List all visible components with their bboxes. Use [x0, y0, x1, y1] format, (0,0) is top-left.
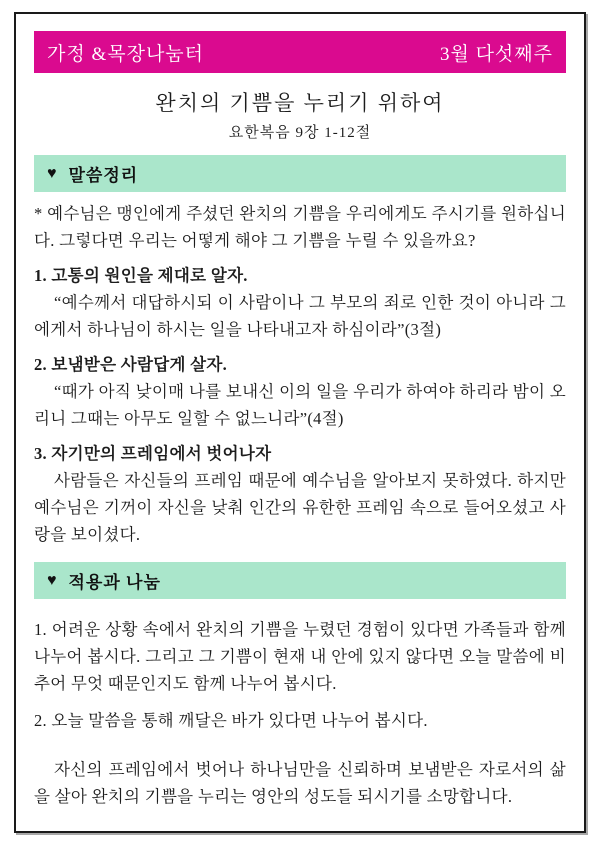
header-bar	[34, 31, 566, 73]
heart-icon: ♥	[47, 571, 58, 589]
point-body: “때가 아직 낮이매 나를 보내신 이의 일을 우리가 하여야 하리라 밤이 오리니 그때는 아무도 일할 수 없느니라”(4절)	[34, 382, 566, 428]
sermon-point-3	[34, 440, 566, 548]
sermon-point-1	[34, 262, 566, 343]
section-label: 적용과 나눔	[68, 573, 161, 592]
section-header-application-sharing	[34, 562, 566, 599]
point-heading: 2. 보냄받은 사람답게 살자.	[34, 355, 228, 374]
heart-icon: ♥	[47, 164, 58, 182]
sermon-point-2	[34, 351, 566, 432]
discussion-question-2: 2. 오늘 말씀을 통해 깨달은 바가 있다면 나누어 봅시다.	[34, 711, 428, 730]
point-heading: 1. 고통의 원인을 제대로 알자.	[34, 266, 248, 285]
point-body: 사람들은 자신들의 프레임 때문에 예수님을 알아보지 못하였다. 하지만 예수님은 기꺼이 자신을 낮춰 인간의 유한한 프레임 속으로 들어오셨고 사랑을 보이셨다.	[34, 471, 566, 544]
point-body: “예수께서 대답하시되 이 사람이나 그 부모의 죄로 인한 것이 아니라 그에게서 하나님이 하시는 일을 나타내고자 하심이라”(3절)	[34, 293, 566, 339]
discussion-question-1: 1. 어려운 상황 속에서 완치의 기쁨을 누렸던 경험이 있다면 가족들과 함께 나누어 봅시다. 그리고 그 기쁨이 현재 내 안에 있지 않다면 오늘 말씀에 비추어 무엇 때문인지도 함께 나누어 봅시다.	[34, 620, 566, 693]
header-left-title: 가정 &목장나눔터	[47, 43, 205, 65]
scripture-reference: 요한복음 9장 1-12절	[228, 125, 372, 141]
header-right-date: 3월 다섯째주	[439, 43, 553, 65]
point-heading: 3. 자기만의 프레임에서 벗어나자	[34, 444, 272, 463]
section-header-word-summary	[34, 155, 566, 192]
page-title: 완치의 기쁨을 누리기 위하여	[155, 91, 445, 115]
closing-paragraph: 자신의 프레임에서 벗어나 하나님만을 신뢰하며 보냄받은 자로서의 삶을 살아 완치의 기쁨을 누리는 영안의 성도들 되시기를 소망합니다.	[34, 760, 566, 806]
section-label: 말씀정리	[68, 166, 139, 185]
page-frame	[14, 12, 586, 833]
intro-paragraph: * 예수님은 맹인에게 주셨던 완치의 기쁨을 우리에게도 주시기를 원하십니다. 그렇다면 우리는 어떻게 해야 그 기쁨을 누릴 수 있을까요?	[34, 204, 566, 250]
